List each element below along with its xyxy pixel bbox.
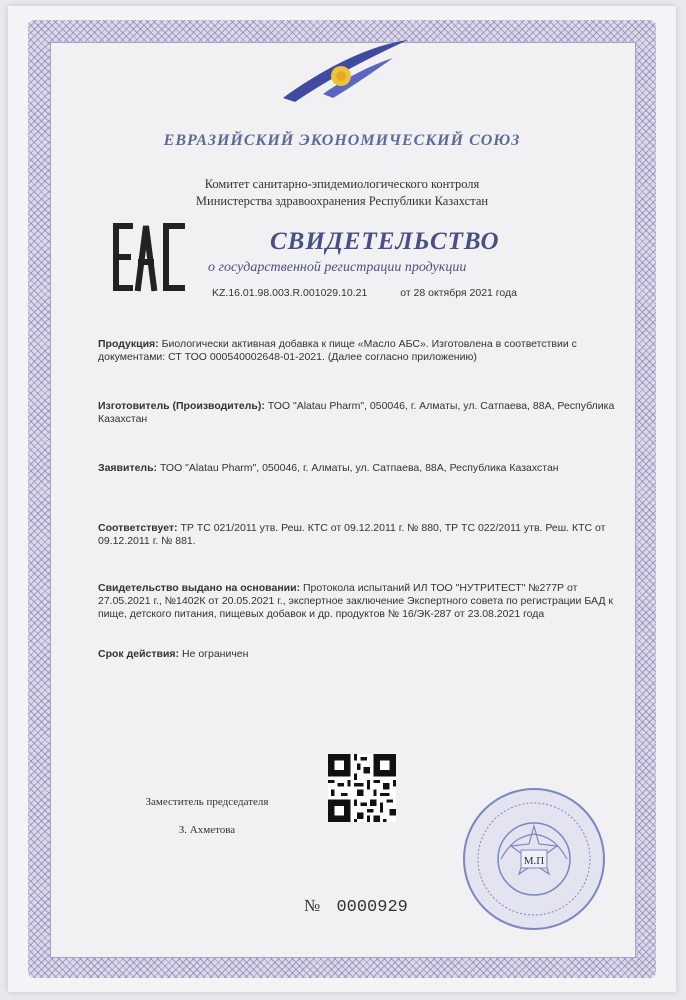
form-number	[304, 896, 408, 917]
compliance-field	[98, 522, 618, 548]
document-title: СВИДЕТЕЛЬСТВО	[270, 228, 500, 255]
applicant-label: Заявитель:	[98, 462, 158, 474]
basis-value: Протокола испытаний ИЛ ТОО "НУТРИТЕСТ" №277Р от 27.05.2021 г., №1402К от 20.05.2021 г., экспертное заключение Экспертного совета по регистрации БАД к пище, детского питания, пищевых добавок и др. продуктов № 16/ЭК-287 от 23.08.2021 года	[98, 582, 613, 620]
seal-center-text: М.П	[523, 855, 545, 867]
validity-field	[98, 648, 618, 661]
validity-label: Срок действия:	[98, 648, 180, 660]
applicant-value: ТОО "Alatau Pharm", 050046, г. Алматы, ул. Сатпаева, 88А, Республика Казахстан	[159, 462, 559, 474]
product-field	[98, 338, 618, 364]
product-label: Продукция:	[98, 338, 159, 350]
committee-line-1: Комитет санитарно-эпидемиологического контроля	[204, 177, 480, 191]
qr-code-icon	[328, 754, 396, 822]
eaeu-emblem-icon	[273, 36, 413, 106]
applicant-field	[98, 462, 618, 475]
signatory	[132, 788, 282, 844]
union-name: ЕВРАЗИЙСКИЙ ЭКОНОМИЧЕСКИЙ СОЮЗ	[163, 132, 521, 149]
compliance-value: ТР ТС 021/2011 утв. Реш. КТС от 09.12.2011 г. № 880, ТР ТС 022/2011 утв. Реш. КТС от 09.12.2011 г. № 881.	[98, 522, 606, 547]
manufacturer-value: ТОО "Alatau Pharm", 050046, г. Алматы, ул. Сатпаева, 88А, Республика Казахстан	[98, 400, 615, 425]
registration-line	[212, 287, 517, 299]
manufacturer-field	[98, 400, 618, 426]
compliance-label: Соответствует:	[98, 522, 178, 534]
number-sign: №	[304, 896, 321, 915]
committee-name	[8, 176, 676, 210]
official-seal-icon	[461, 786, 607, 932]
certificate-sheet	[8, 6, 676, 992]
eac-mark-icon	[112, 220, 188, 294]
registration-date: от 28 октября 2021 года	[400, 287, 517, 299]
signatory-position: Заместитель председателя	[145, 796, 269, 808]
number-value: 0000929	[336, 898, 408, 917]
basis-field	[98, 582, 618, 621]
committee-line-2: Министерства здравоохранения Республики Казахстан	[195, 194, 489, 208]
registration-number: KZ.16.01.98.003.R.001029.10.21	[212, 287, 368, 299]
basis-label: Свидетельство выдано на основании:	[98, 582, 301, 594]
signatory-name: З. Ахметова	[178, 824, 236, 836]
product-value: Биологически активная добавка к пище «Масло АБС». Изготовлена в соответствии с документами: СТ ТОО 000540002648-01-2021. (Далее согласно приложению)	[98, 338, 577, 363]
manufacturer-label: Изготовитель (Производитель):	[98, 400, 265, 412]
validity-value: Не ограничен	[181, 648, 249, 660]
document-subtitle: о государственной регистрации продукции	[208, 260, 467, 275]
